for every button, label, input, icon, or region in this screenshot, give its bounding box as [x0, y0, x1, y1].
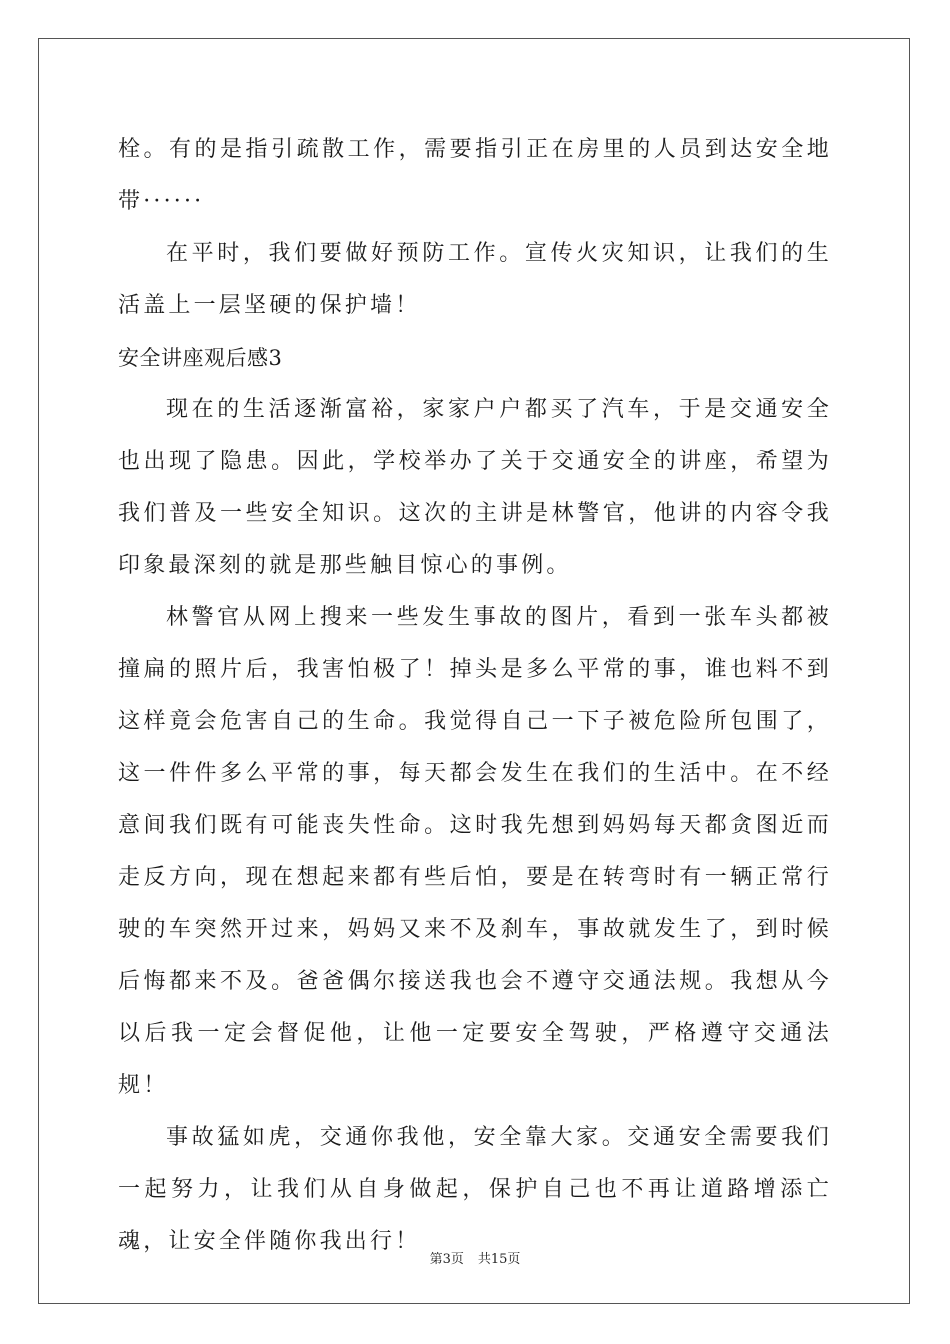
page-footer — [0, 1248, 950, 1267]
paragraph: 栓。有的是指引疏散工作，需要指引正在房里的人员到达安全地带······ — [118, 137, 832, 214]
document-body — [118, 124, 832, 1268]
paragraph: 现在的生活逐渐富裕，家家户户都买了汽车，于是交通安全也出现了隐患。因此，学校举办了关于交通安全的讲座，希望为我们普及一些安全知识。这次的主讲是林警官，他讲的内容令我印象最深刻的就是那些触目惊心的事例。 — [118, 397, 832, 578]
current-page-label: 第3页 — [429, 1252, 464, 1267]
paragraph: 事故猛如虎，交通你我他，安全靠大家。交通安全需要我们一起努力，让我们从自身做起，保护自己也不再让道路增添亡魂，让安全伴随你我出行！ — [118, 1125, 832, 1254]
paragraph: 林警官从网上搜来一些发生事故的图片，看到一张车头都被撞扁的照片后，我害怕极了！掉头是多么平常的事，谁也料不到这样竟会危害自己的生命。我觉得自己一下子被危险所包围了，这一件件多么平常的事，每天都会发生在我们的生活中。在不经意间我们既有可能丧失性命。这时我先想到妈妈每天都贪图近而走反方向，现在想起来都有些后怕，要是在转弯时有一辆正常行驶的车突然开过来，妈妈又来不及刹车，事故就发生了，到时候后悔都来不及。爸爸偶尔接送我也会不遵守交通法规。我想从今以后我一定会督促他，让他一定要安全驾驶，严格遵守交通法规！ — [118, 605, 832, 1098]
section-title: 安全讲座观后感3 — [118, 346, 283, 370]
paragraph: 在平时，我们要做好预防工作。宣传火灾知识，让我们的生活盖上一层坚硬的保护墙！ — [118, 241, 832, 318]
total-pages-label: 共15页 — [477, 1252, 521, 1267]
